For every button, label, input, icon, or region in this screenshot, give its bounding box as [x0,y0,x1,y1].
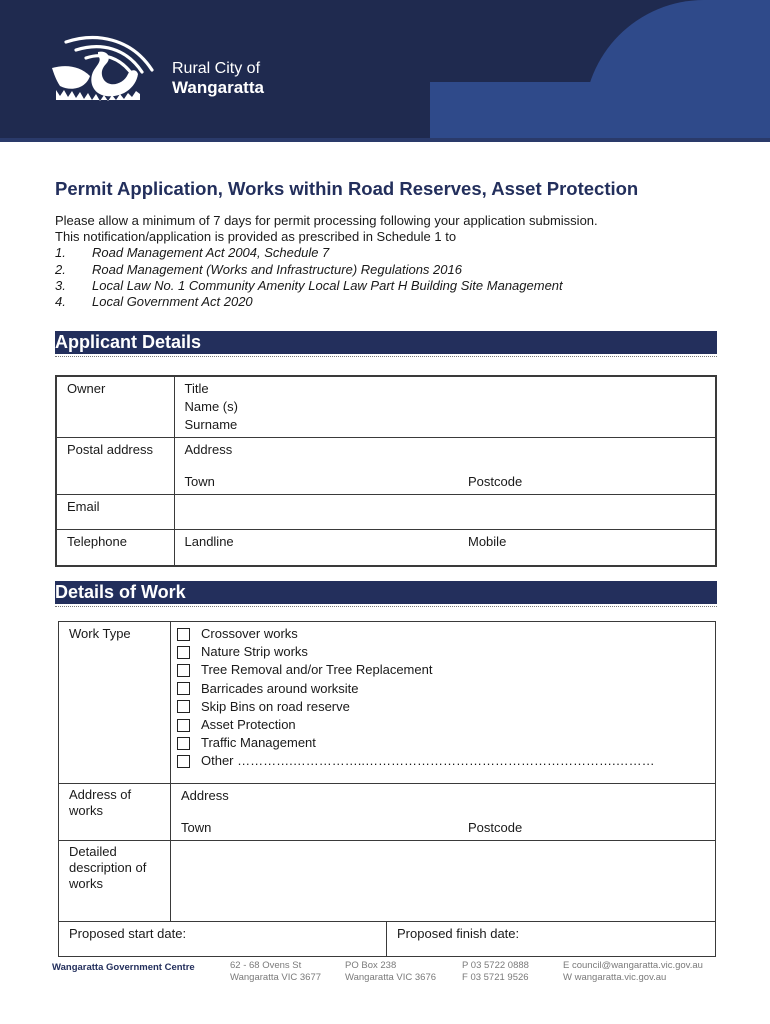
header-underline [0,138,770,142]
option-label: Crossover works [201,626,298,642]
work-type-option[interactable] [177,752,705,770]
postal-address-label: Postal address [56,438,174,495]
reference-text: Road Management (Works and Infrastructure) Regulations 2016 [92,261,462,277]
work-type-label: Work Type [59,622,171,784]
footer-street-address [230,960,321,983]
postcode-label: Postcode [468,474,523,489]
reference-text: Local Law No. 1 Community Amenity Local Law Part H Building Site Management [92,277,563,293]
footer-address-line: Wangaratta VIC 3677 [230,971,322,983]
reference-text: Local Government Act 2020 [92,294,253,310]
work-type-option[interactable] [177,661,705,679]
work-type-option[interactable] [177,680,705,698]
reference-item [55,278,735,294]
surname-label: Surname [184,417,238,432]
email-label: Email [56,495,174,530]
footer-email-link[interactable]: E council@wangaratta.vic.gov.au [563,960,703,971]
names-label: Name (s) [184,399,238,414]
landline-mobile-row [185,533,706,551]
address-label: Address [184,442,233,457]
reference-number: 1. [55,245,66,261]
option-label: Tree Removal and/or Tree Replacement [201,662,433,678]
footer-phone: P 03 5722 0888 [462,960,529,971]
address-of-works-fields[interactable] [171,784,716,841]
owner-fields[interactable] [174,376,716,438]
reference-number: 4. [55,294,66,310]
applicant-details-table [55,375,717,567]
checkbox[interactable] [177,628,190,641]
footer-web-link[interactable]: W wangaratta.vic.gov.au [563,971,667,983]
town-label: Town [181,820,212,835]
telephone-label: Telephone [56,530,174,566]
footer-email-web [563,960,703,983]
option-label: Skip Bins on road reserve [201,698,350,714]
reference-text: Road Management Act 2004, Schedule 7 [92,245,330,261]
page-title: Permit Application, Works within Road Reserves, Asset Protection [55,178,639,199]
work-type-option[interactable] [177,716,705,734]
landline-label: Landline [184,534,234,549]
finish-date-label: Proposed finish date: [397,926,520,941]
option-label: Nature Strip works [201,644,308,660]
work-section-heading: Details of Work [55,581,717,604]
footer-po-box [345,960,436,983]
work-type-option[interactable] [177,643,705,661]
header-decoration-band [430,82,770,142]
owner-label: Owner [56,376,174,438]
brand-line-2: Wangaratta [172,78,264,97]
email-field[interactable] [174,495,716,530]
town-postcode-row [185,473,706,491]
applicant-section-heading: Applicant Details [55,331,717,354]
checkbox[interactable] [177,682,190,695]
checkbox[interactable] [177,664,190,677]
page-header [0,0,770,142]
footer-org-name: Wangaratta Government Centre [52,962,195,973]
address-of-works-label: Address of works [59,784,171,841]
footer-fax: F 03 5721 9526 [462,971,529,983]
postal-address-fields[interactable] [174,438,716,495]
intro-line-1: Please allow a minimum of 7 days for permit processing following your application submission. [55,213,598,228]
reference-item [55,245,735,261]
swan-logo-icon [46,30,158,110]
work-type-option[interactable] [177,625,705,643]
checkbox[interactable] [177,719,190,732]
work-type-option[interactable] [177,698,705,716]
work-type-options [171,622,716,784]
footer-address-line: 62 - 68 Ovens St [230,960,302,971]
telephone-fields[interactable] [174,530,716,566]
checkbox[interactable] [177,755,190,768]
description-field[interactable] [171,841,716,922]
footer-po-line: Wangaratta VIC 3676 [345,971,437,983]
option-label: Traffic Management [201,735,316,751]
address-label: Address [181,788,229,803]
reference-number: 2. [55,261,66,277]
description-label: Detailed description of works [59,841,171,922]
checkbox[interactable] [177,737,190,750]
town-postcode-row [181,819,705,837]
footer-po-line: PO Box 238 [345,960,397,971]
town-label: Town [184,474,215,489]
reference-item [55,262,735,278]
option-label: Other ………….……………..………………………………………………….……… [201,753,655,769]
option-label: Barricades around worksite [201,680,359,696]
reference-number: 3. [55,277,66,293]
option-label: Asset Protection [201,717,296,733]
start-date-field[interactable] [59,922,387,957]
postcode-label: Postcode [468,820,523,835]
mobile-label: Mobile [468,534,507,549]
title-label: Title [184,381,209,396]
work-type-option[interactable] [177,734,705,752]
checkbox[interactable] [177,646,190,659]
brand-name [172,60,264,97]
checkbox[interactable] [177,700,190,713]
reference-item [55,294,735,310]
finish-date-field[interactable] [387,922,716,957]
start-date-label: Proposed start date: [69,926,187,941]
footer-phone-fax [462,960,529,983]
work-details-table [58,621,716,957]
intro-text [55,213,735,310]
intro-line-2: This notification/application is provided as prescribed in Schedule 1 to [55,229,457,245]
brand-line-1: Rural City of [172,60,261,77]
